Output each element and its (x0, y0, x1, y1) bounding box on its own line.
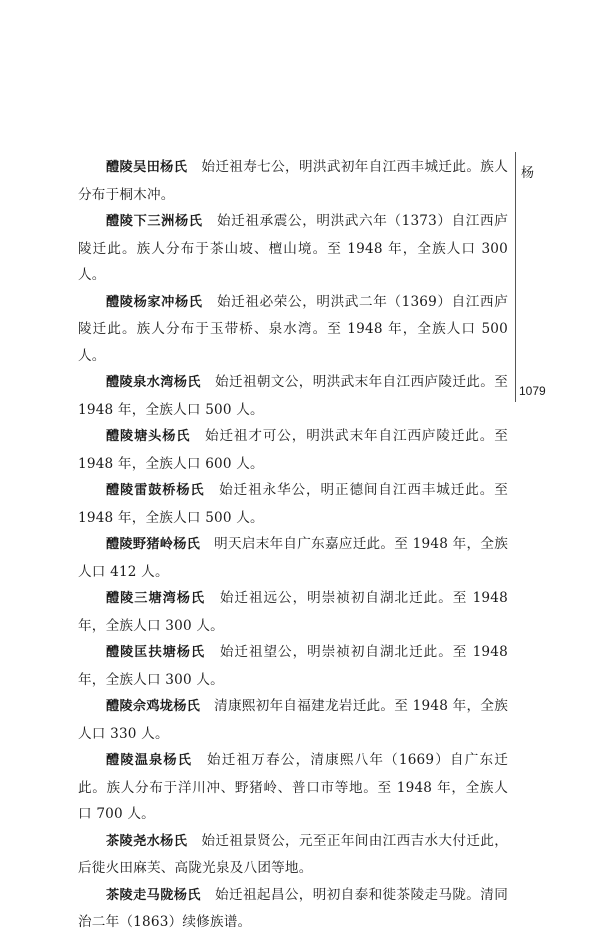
entry-list (78, 154, 508, 936)
clan-entry (78, 828, 508, 882)
entry-text: 始迁祖承震公，明洪武六年（1373）自江西庐陵迁此。族人分布于茶山坡、檀山境。至 1948 年，全族人口 300 人。 (78, 213, 509, 283)
entry-heading: 醴陵泉水湾杨氏 (106, 375, 201, 390)
clan-entry (78, 154, 508, 208)
page-number: 1079 (519, 384, 546, 398)
entry-heading: 醴陵吴田杨氏 (106, 160, 188, 175)
entry-heading: 醴陵野猪岭杨氏 (106, 537, 201, 552)
clan-entry (78, 208, 508, 289)
margin-rule (515, 152, 516, 402)
entry-text: 始迁祖才可公，明洪武末年自江西庐陵迁此。至 1948 年，全族人口 600 人。 (78, 428, 508, 472)
clan-entry (78, 369, 508, 423)
entry-text: 始迁祖远公，明崇祯初自湖北迁此。至 1948 年，全族人口 300 人。 (78, 590, 508, 634)
entry-text: 始迁祖万春公，清康熙八年（1669）自广东迁此。族人分布于洋川冲、野猪岭、普口市等地。至 1948 年，全族人口 700 人。 (78, 752, 509, 822)
entry-text: 始迁祖起昌公，明初自泰和徙茶陵走马陇。清同治二年（1863）续修族谱。 (78, 886, 508, 930)
entry-text: 始迁祖必荣公，明洪武二年（1369）自江西庐陵迁此。族人分布于玉带桥、泉水湾。至 1948 年，全族人口 500 人。 (78, 293, 509, 364)
section-marker: 杨 (521, 166, 535, 181)
entry-heading: 醴陵下三洲杨氏 (106, 214, 203, 229)
entry-text: 始迁祖景贤公，元至正年间由江西吉水大付迁此，后徙火田麻芙、高陇光泉及八团等地。 (78, 832, 508, 876)
entry-text: 始迁祖朝文公，明洪武末年自江西庐陵迁此。至 1948 年，全族人口 500 人。 (78, 374, 508, 418)
entry-heading: 醴陵三塘湾杨氏 (106, 591, 206, 606)
entry-text: 始迁祖寿七公，明洪武初年自江西丰城迁此。族人分布于桐木冲。 (78, 159, 508, 203)
clan-entry (78, 747, 508, 828)
clan-entry (78, 531, 508, 585)
entry-heading: 醴陵杨家冲杨氏 (106, 294, 203, 310)
clan-entry (78, 477, 508, 531)
entry-text: 始迁祖永华公，明正德间自江西丰城迁此。至 1948 年，全族人口 500 人。 (78, 482, 508, 526)
entry-heading: 醴陵塘头杨氏 (106, 429, 191, 444)
entry-heading: 醴陵雷鼓桥杨氏 (106, 483, 205, 498)
entry-heading: 醴陵匡扶塘杨氏 (106, 645, 206, 660)
clan-entry (78, 693, 508, 747)
clan-entry (78, 585, 508, 639)
entry-text: 清康熙初年自福建龙岩迁此。至 1948 年，全族人口 330 人。 (78, 698, 508, 742)
entry-heading: 茶陵走马陇杨氏 (106, 887, 201, 903)
clan-entry (78, 289, 508, 370)
clan-entry (78, 639, 508, 693)
scan-speck (434, 832, 435, 833)
entry-text: 明天启末年自广东嘉应迁此。至 1948 年，全族人口 412 人。 (78, 536, 508, 580)
entry-text: 始迁祖望公，明崇祯初自湖北迁此。至 1948 年，全族人口 300 人。 (78, 644, 508, 688)
entry-heading: 醴陵温泉杨氏 (106, 753, 193, 768)
entry-heading: 茶陵尧水杨氏 (106, 833, 188, 849)
clan-entry (78, 423, 508, 477)
entry-heading: 醴陵佘鸡垅杨氏 (106, 699, 201, 714)
